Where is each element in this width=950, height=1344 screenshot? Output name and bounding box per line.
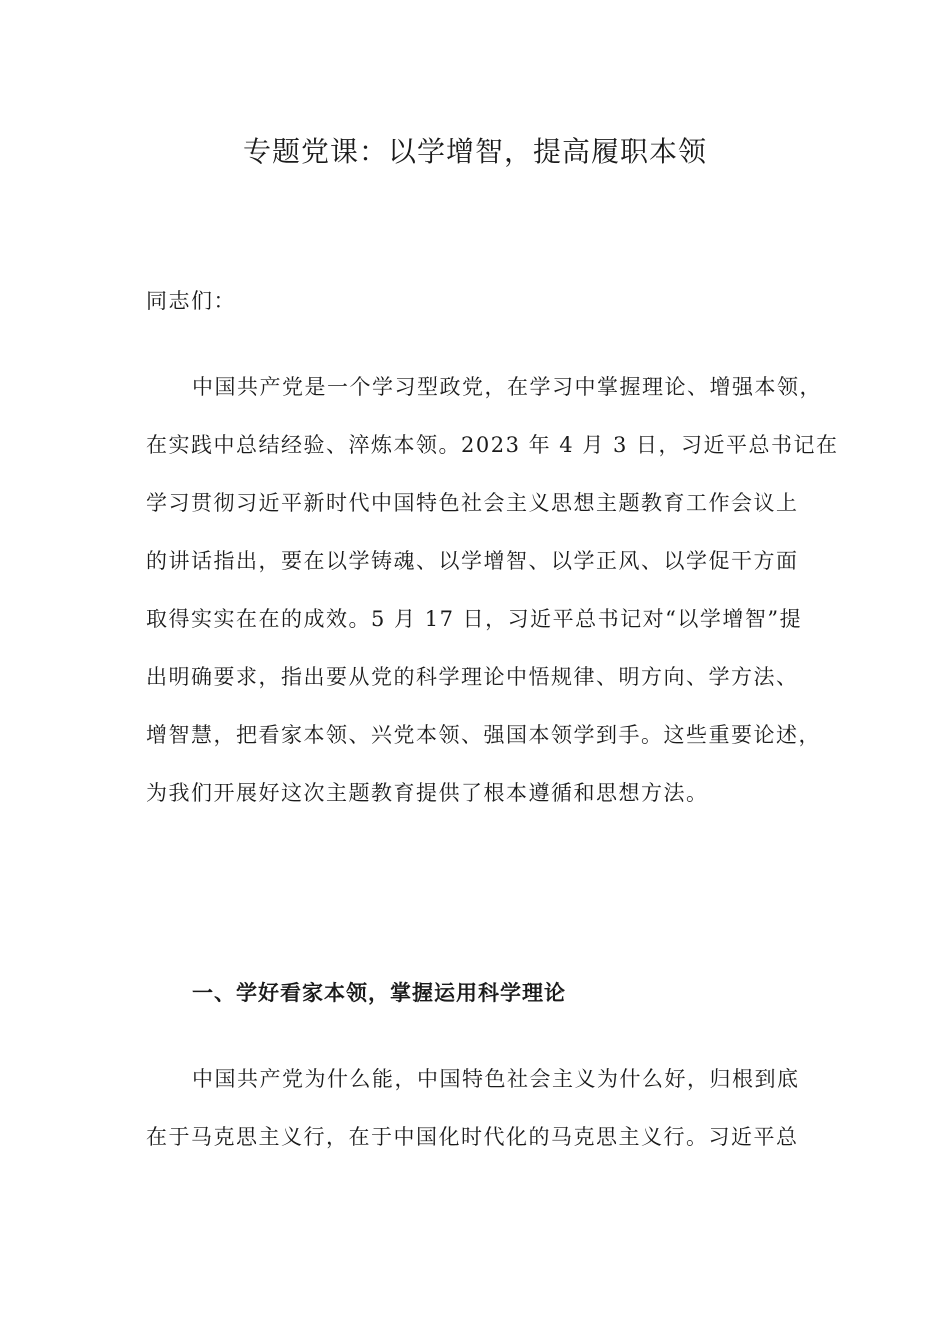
paragraph-2 (146, 1050, 810, 1166)
paragraph-1-line: 的讲话指出，要在以学铸魂、以学增智、以学正风、以学促干方面 (146, 549, 799, 573)
paragraph-1 (146, 358, 839, 822)
paragraph-2-line: 中国共产党为什么能，中国特色社会主义为什么好，归根到底 (192, 1067, 800, 1091)
paragraph-1-line: 学习贯彻习近平新时代中国特色社会主义思想主题教育工作会议上 (146, 491, 799, 515)
paragraph-1-line: 出明确要求，指出要从党的科学理论中悟规律、明方向、学方法、 (146, 665, 799, 689)
paragraph-1-line: 为我们开展好这次主题教育提供了根本遵循和思想方法。 (146, 781, 709, 805)
salutation: 同志们： (146, 289, 236, 313)
paragraph-2-line: 在于马克思主义行，在于中国化时代化的马克思主义行。习近平总 (146, 1125, 799, 1149)
paragraph-1-line: 增智慧，把看家本领、兴党本领、强国本领学到手。这些重要论述， (146, 723, 821, 747)
paragraph-1-line: 取得实实在在的成效。5 月 17 日，习近平总书记对“以学增智”提 (146, 607, 803, 631)
paragraph-1-line: 在实践中总结经验、淬炼本领。2023 年 4 月 3 日，习近平总书记在 (146, 433, 839, 457)
paragraph-1-line: 中国共产党是一个学习型政党，在学习中掌握理论、增强本领， (192, 375, 822, 399)
document-title: 专题党课：以学增智，提高履职本领 (242, 135, 707, 168)
section-heading-1: 一、学好看家本领，掌握运用科学理论 (192, 981, 566, 1005)
